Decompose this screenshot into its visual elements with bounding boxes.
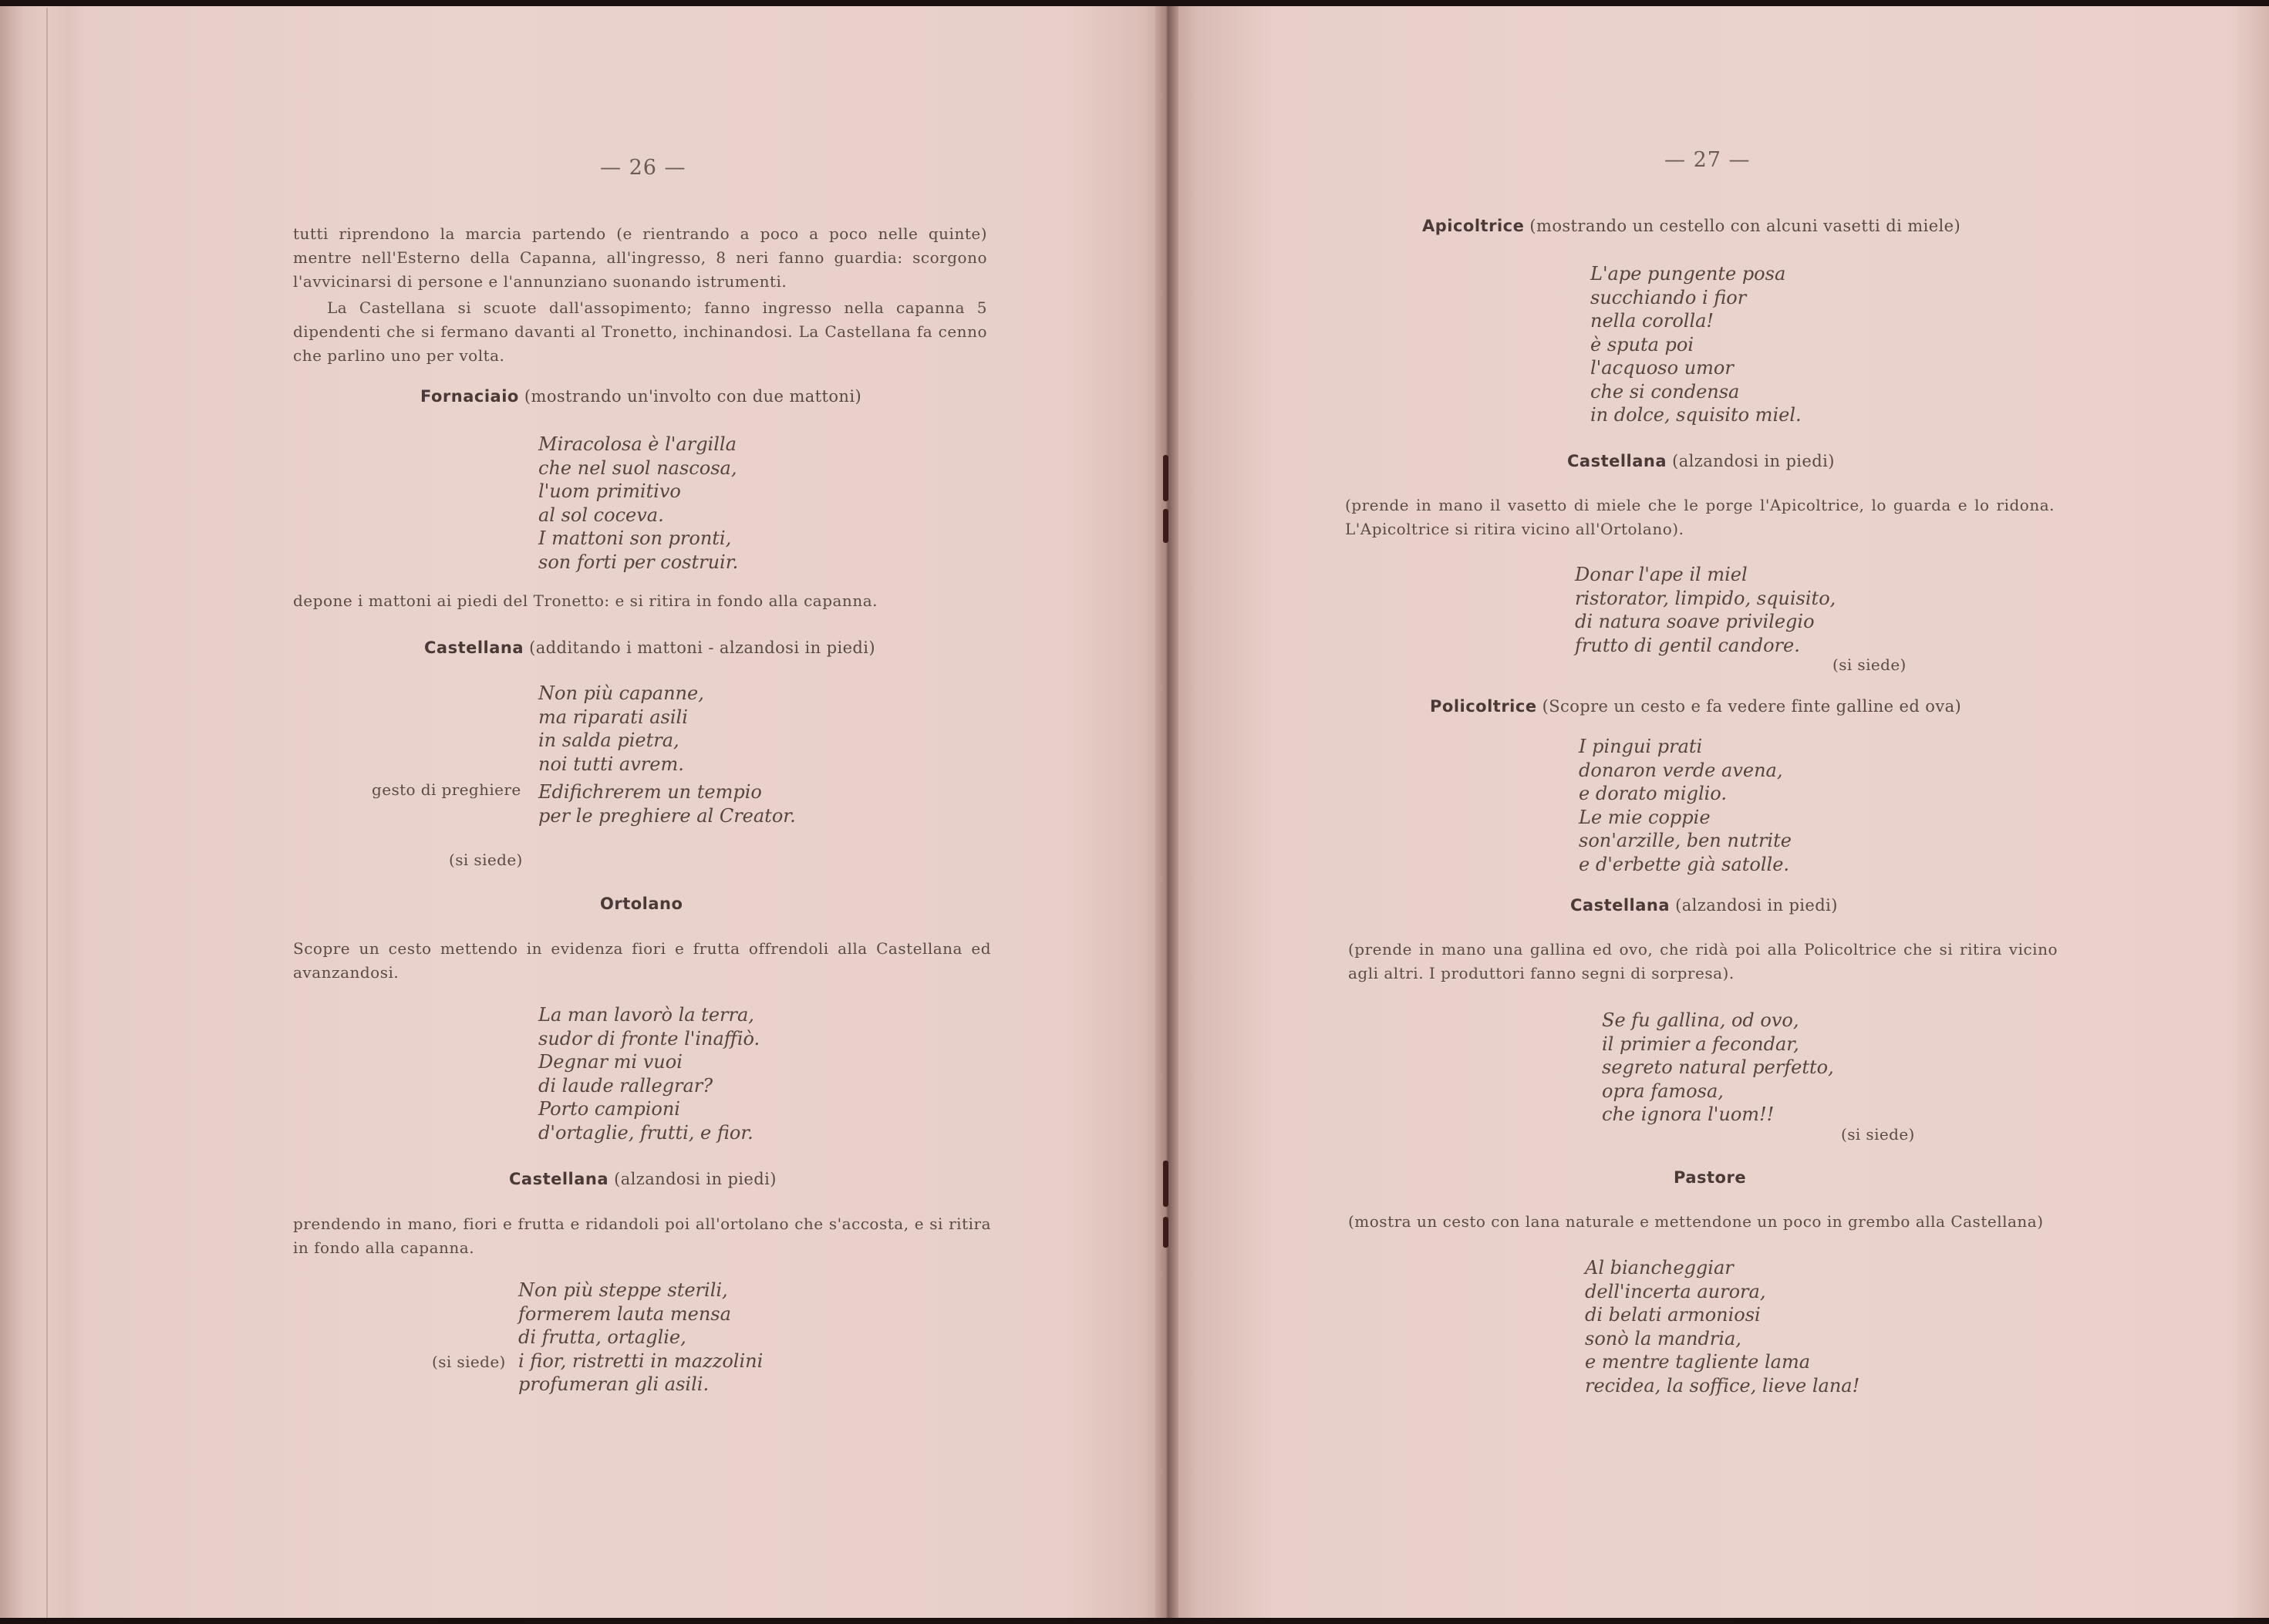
verse-line: noi tutti avrem. — [538, 753, 684, 775]
verse-line: dell'incerta aurora, — [1585, 1280, 1766, 1302]
verse-line: Edifichrerem un tempio — [538, 781, 762, 803]
castellana-action-2: prendendo in mano, fiori e frutta e ridandoli poi all'ortolano che s'accosta, e si ritira in fondo alla capanna. — [293, 1215, 991, 1257]
verse-line: Al biancheggiar — [1585, 1257, 1734, 1279]
verse-line: donaron verde avena, — [1579, 759, 1783, 781]
stacked-page-edges — [0, 0, 83, 1624]
gesture-note: gesto di preghiere — [372, 780, 521, 799]
verse-line: opra famosa, — [1602, 1080, 1724, 1102]
speaker-apicoltrice: Apicoltrice — [1422, 217, 1525, 235]
fornaciaio-heading — [420, 387, 861, 406]
verse-line: Non più capanne, — [538, 682, 704, 704]
verse-line: Le mie coppie — [1579, 806, 1711, 828]
verse-line: I pingui prati — [1579, 736, 1703, 757]
verse-line: Porto campioni — [538, 1098, 680, 1120]
verse-line: per le preghiere al Creator. — [538, 804, 796, 827]
castellana-action-4: (prende in mano una gallina ed ovo, che ridà poi alla Policoltrice che si ritira vicino agli altri. I produttori fanno segni di sorpresa). — [1348, 940, 2058, 982]
verse-line: che ignora l'uom!! — [1602, 1103, 1775, 1125]
ortolano-heading: Ortolano — [600, 895, 683, 913]
verse-line: e mentre tagliente lama — [1585, 1351, 1811, 1373]
scan-bottom-border — [0, 1618, 2269, 1624]
speaker-castellana: Castellana — [1570, 896, 1671, 915]
sits-note: (si siede) — [1841, 1125, 1915, 1144]
fornaciaio-verse — [538, 433, 738, 574]
speaker-fornaciaio: Fornaciaio — [420, 387, 519, 406]
verse-line: al sol coceva. — [538, 504, 664, 526]
speaker-castellana: Castellana — [424, 638, 524, 657]
speaker-castellana: Castellana — [1567, 452, 1667, 470]
verse-line: profumeran gli asili. — [518, 1373, 710, 1395]
speaker-policoltrice: Policoltrice — [1430, 697, 1537, 716]
castellana-heading-1 — [424, 638, 875, 657]
verse-line: Miracolosa è l'argilla — [538, 433, 737, 455]
verse-line: Donar l'ape il miel — [1575, 564, 1748, 585]
verse-line: i fior, ristretti in mazzolini — [518, 1349, 764, 1372]
castellana-direction: (additando i mattoni - alzandosi in piedi) — [529, 638, 875, 657]
castellana-verse-3 — [1575, 563, 1836, 657]
castellana-heading-3 — [1567, 452, 1835, 470]
castellana-heading-4 — [1570, 896, 1838, 915]
verse-line: L'ape pungente posa — [1590, 263, 1786, 285]
verse-line: sudor di fronte l'inaffiò. — [538, 1027, 760, 1050]
castellana-heading-2 — [509, 1170, 777, 1188]
castellana-verse-2 — [518, 1279, 763, 1397]
policoltrice-heading — [1430, 697, 1961, 716]
verse-line: succhiando i fior — [1590, 286, 1747, 308]
castellana-direction: (alzandosi in piedi) — [1675, 896, 1838, 915]
verse-line: son forti per costruir. — [538, 551, 739, 573]
castellana-direction: (alzandosi in piedi) — [1672, 452, 1835, 470]
scan-top-border — [0, 0, 2269, 6]
verse-line: è sputa poi — [1590, 333, 1694, 355]
intro-paragraph-2: La Castellana si scuote dall'assopimento; fanno ingresso nella capanna 5 dipendenti che si fermano davanti al Tronetto, inchinandosi. La Castellana fa cenno che parlino uno per volta. — [293, 298, 987, 365]
page-number-26: — 26 — — [600, 156, 686, 180]
sits-note: (si siede) — [432, 1353, 506, 1371]
castellana-verse-1 — [538, 682, 796, 827]
verse-line: e dorato miglio. — [1579, 783, 1727, 804]
verse-line: ma riparati asili — [538, 706, 688, 728]
verse-line: I mattoni son pronti, — [538, 527, 732, 549]
verse-line: l'uom primitivo — [538, 480, 681, 502]
speaker-castellana: Castellana — [509, 1170, 609, 1188]
verse-line: di belati armoniosi — [1585, 1304, 1761, 1326]
page-number-27: — 27 — — [1664, 148, 1751, 172]
verse-line: il primier a fecondar, — [1602, 1033, 1799, 1055]
castellana-direction: (alzandosi in piedi) — [614, 1170, 777, 1188]
verse-line: formerem lauta mensa — [518, 1302, 731, 1325]
verse-line: Degnar mi vuoi — [538, 1051, 683, 1073]
binding-thread-mark — [1163, 1217, 1168, 1248]
verse-line: La man lavorò la terra, — [538, 1004, 754, 1026]
stage-direction-mattoni: depone i mattoni ai piedi del Tronetto: e si ritira in fondo alla capanna. — [293, 591, 878, 610]
verse-line: ristorator, limpido, squisito, — [1575, 587, 1836, 609]
binding-thread-mark — [1163, 509, 1168, 543]
verse-line: e d'erbette già satolle. — [1579, 853, 1790, 875]
verse-line: che nel suol nascosa, — [538, 457, 737, 479]
verse-line: segreto natural perfetto, — [1602, 1056, 1834, 1078]
verse-line: Se fu gallina, od ovo, — [1602, 1009, 1799, 1031]
sits-note: (si siede) — [449, 851, 523, 869]
verse-line: l'acquoso umor — [1590, 357, 1734, 379]
verse-line: di laude rallegrar? — [538, 1074, 713, 1097]
apicoltrice-verse — [1590, 262, 1802, 427]
fornaciaio-direction: (mostrando un'involto con due mattoni) — [524, 387, 862, 406]
verse-line: recidea, la soffice, lieve lana! — [1585, 1374, 1860, 1397]
verse-line: nella corolla! — [1590, 310, 1714, 332]
verse-line: di frutta, ortaglie, — [518, 1326, 686, 1348]
verse-line: Non più steppe sterili, — [518, 1279, 728, 1301]
verse-line: di natura soave privilegio — [1575, 611, 1815, 632]
verse-line: sonò la mandria, — [1585, 1327, 1741, 1349]
intro-paragraph-1: tutti riprendono la marcia partendo (e rientrando a poco a poco nelle quinte) mentre nell'Esterno della Capanna, all'ingresso, 8 neri fanno guardia: scorgono l'avvicinarsi di persone e l'annunziano suonando istrumenti. — [293, 224, 987, 291]
binding-thread-mark — [1163, 455, 1168, 501]
verse-line: in salda pietra, — [538, 729, 679, 751]
pastore-direction: (mostra un cesto con lana naturale e mettendone un poco in grembo alla Castellana) — [1348, 1212, 2044, 1231]
apicoltrice-direction: (mostrando un cestello con alcuni vasetti di miele) — [1529, 217, 1961, 235]
book-spine-gutter — [1155, 0, 1178, 1624]
verse-line: frutto di gentil candore. — [1575, 634, 1800, 656]
policoltrice-direction: (Scopre un cesto e fa vedere finte galline ed ova) — [1542, 697, 1962, 716]
apicoltrice-heading — [1422, 217, 1961, 235]
verse-line: in dolce, squisito miel. — [1590, 404, 1802, 426]
sits-note: (si siede) — [1832, 655, 1907, 674]
ortolano-direction: Scopre un cesto mettendo in evidenza fiori e frutta offrendoli alla Castellana ed avanzandosi. — [293, 939, 991, 982]
castellana-verse-4 — [1602, 1009, 1834, 1127]
policoltrice-verse — [1579, 735, 1792, 876]
binding-thread-mark — [1163, 1161, 1168, 1207]
verse-line: d'ortaglie, frutti, e fior. — [538, 1121, 754, 1144]
pastore-verse — [1585, 1256, 1859, 1397]
ortolano-verse — [538, 1003, 760, 1144]
verse-line: che si condensa — [1590, 380, 1740, 403]
castellana-action-3: (prende in mano il vasetto di miele che le porge l'Apicoltrice, lo guarda e lo ridona. L'Apicoltrice si ritira vicino all'Ortolano). — [1345, 496, 2055, 538]
verse-line: son'arzille, ben nutrite — [1579, 830, 1792, 851]
right-page — [1166, 0, 2269, 1624]
pastore-heading: Pastore — [1674, 1168, 1747, 1187]
